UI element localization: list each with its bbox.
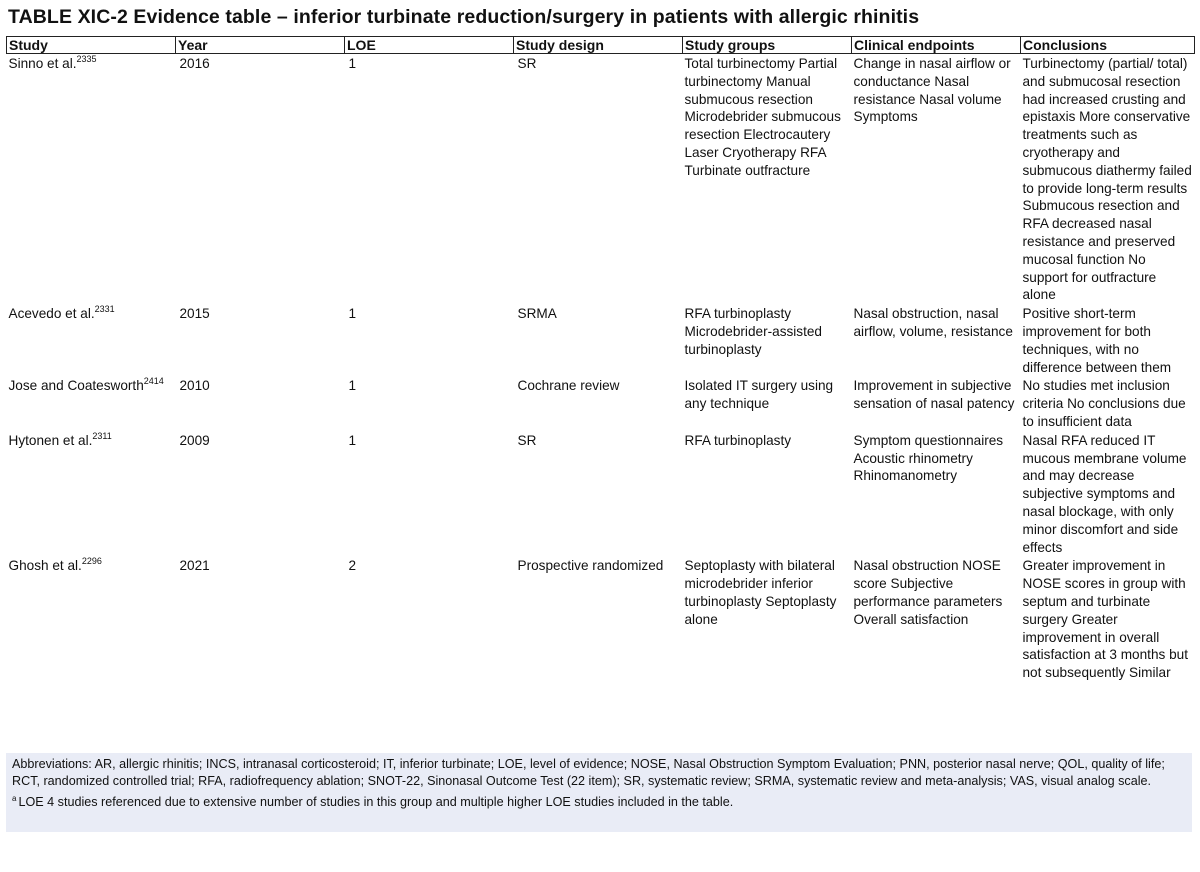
reference-number: 2335 [76,54,97,64]
cell-study-design: SR [517,56,537,71]
table-footer [6,753,1192,832]
table-title: TABLE XIC-2 Evidence table – inferior turbinate reduction/surgery in patients with allergic rhinitis [8,6,920,28]
cell-year: 2021 [179,558,210,574]
col-header-year: Year [176,37,345,54]
cell-loe: 1 [348,432,357,448]
cell-study-design: Cochrane review [517,378,620,394]
col-header-clinical-endpoints: Clinical endpoints [852,37,1021,54]
footnote-marker: a [12,794,17,804]
study-name: Jose and Coatesworth [8,378,144,394]
cell-study [7,54,176,305]
study-name: Hytonen et al. [8,432,93,448]
cell-year: 2010 [179,378,210,394]
cell-loe: 1 [348,56,357,71]
cell-loe: 2 [348,558,357,574]
col-header-conclusions: Conclusions [1021,37,1195,54]
col-header-study: Study [7,37,176,54]
reference-number: 2331 [94,304,115,315]
col-header-study-groups: Study groups [683,37,852,54]
cell-loe: 1 [348,306,357,322]
cell-year: 2016 [179,56,210,71]
cell-conclusions: Turbinectomy (partial/ total) and submucosal resection had increased crusting and epistaxis More conservative treatments such as cryotherapy and submucous diathermy failed to provide long-term results Submucous resection and RFA decreased nasal resistance and preserved mucosal function No support for outfracture alone [1022,56,1192,303]
cell-study [7,431,176,557]
cell-clinical-endpoints: Improvement in subjective sensation of nasal patency [853,378,1015,412]
cell-clinical-endpoints: Change in nasal airflow or conductance Nasal resistance Nasal volume Symptoms [853,56,1011,125]
cell-conclusions: No studies met inclusion criteria No conclusions due to insufficient data [1022,378,1186,429]
cell-conclusions: Nasal RFA reduced IT mucous membrane volume and may decrease subjective symptoms and nasal blockage, with only minor discomfort and side effects [1022,432,1187,555]
cell-clinical-endpoints: Nasal obstruction, nasal airflow, volume, resistance [853,306,1013,339]
study-name: Acevedo et al. [8,306,95,322]
footnote-text: LOE 4 studies referenced due to extensive number of studies in this group and multiple higher LOE studies included in the table. [18,795,734,810]
cell-study-groups: RFA turbinoplasty [684,432,792,448]
cell-study-groups: Septoplasty with bilateral microdebrider inferior turbinoplasty Septoplasty alone [684,558,837,627]
header-row [7,37,1195,54]
table-row [7,304,1195,376]
table-row [7,376,1195,430]
abbreviations-text: Abbreviations: AR, allergic rhinitis; INCS, intranasal corticosteroid; IT, inferior turbinate; LOE, level of evidence; NOSE, Nasal Obstruction Symptom Evaluation; PNN, posterior nasal nerve; QOL, quality of life; RCT, randomized controlled trial; RFA, radiofrequency ablation; SNOT-22, Sinonasal Outcome Test (22 item); SR, systematic review; SRMA, systematic review and meta-analysis; VAS, visual analog scale. [12,757,1165,789]
study-name: Sinno et al. [8,56,77,71]
col-header-loe: LOE [345,37,514,54]
cell-study-groups: RFA turbinoplasty Microdebrider-assisted turbinoplasty [684,306,822,357]
cell-clinical-endpoints: Nasal obstruction NOSE score Subjective performance parameters Overall satisfaction [853,558,1003,627]
reference-number: 2414 [143,376,164,387]
footnote [12,794,1186,811]
cell-loe: 1 [348,378,357,394]
reference-number: 2311 [92,430,112,441]
cell-study [7,376,176,430]
cell-year: 2009 [179,432,210,448]
cell-clinical-endpoints: Symptom questionnaires Acoustic rhinometry Rhinomanometry [853,432,1004,484]
table-row [7,431,1195,557]
table-row [7,54,1195,305]
cell-study-groups: Isolated IT surgery using any technique [684,378,834,412]
table-row [7,556,1195,682]
cell-study-design: SR [517,432,537,448]
cell-study [7,304,176,376]
cell-study-groups: Total turbinectomy Partial turbinectomy Manual submucous resection Microdebrider submucous resection Electrocautery Laser Cryotherapy RFA Turbinate outfracture [684,56,841,178]
cell-conclusions: Positive short-term improvement for both techniques, with no difference between them [1022,306,1172,375]
study-name: Ghosh et al. [8,558,82,574]
cell-study-design: SRMA [517,306,557,322]
reference-number: 2296 [81,556,102,567]
cell-study-design: Prospective randomized [517,558,664,574]
cell-conclusions: Greater improvement in NOSE scores in group with septum and turbinate surgery Greater improvement in overall satisfaction at 3 months but not subsequently Similar [1022,558,1188,681]
cell-study [7,556,176,682]
col-header-study-design: Study design [514,37,683,54]
cell-year: 2015 [179,306,210,322]
evidence-table [6,36,1195,682]
